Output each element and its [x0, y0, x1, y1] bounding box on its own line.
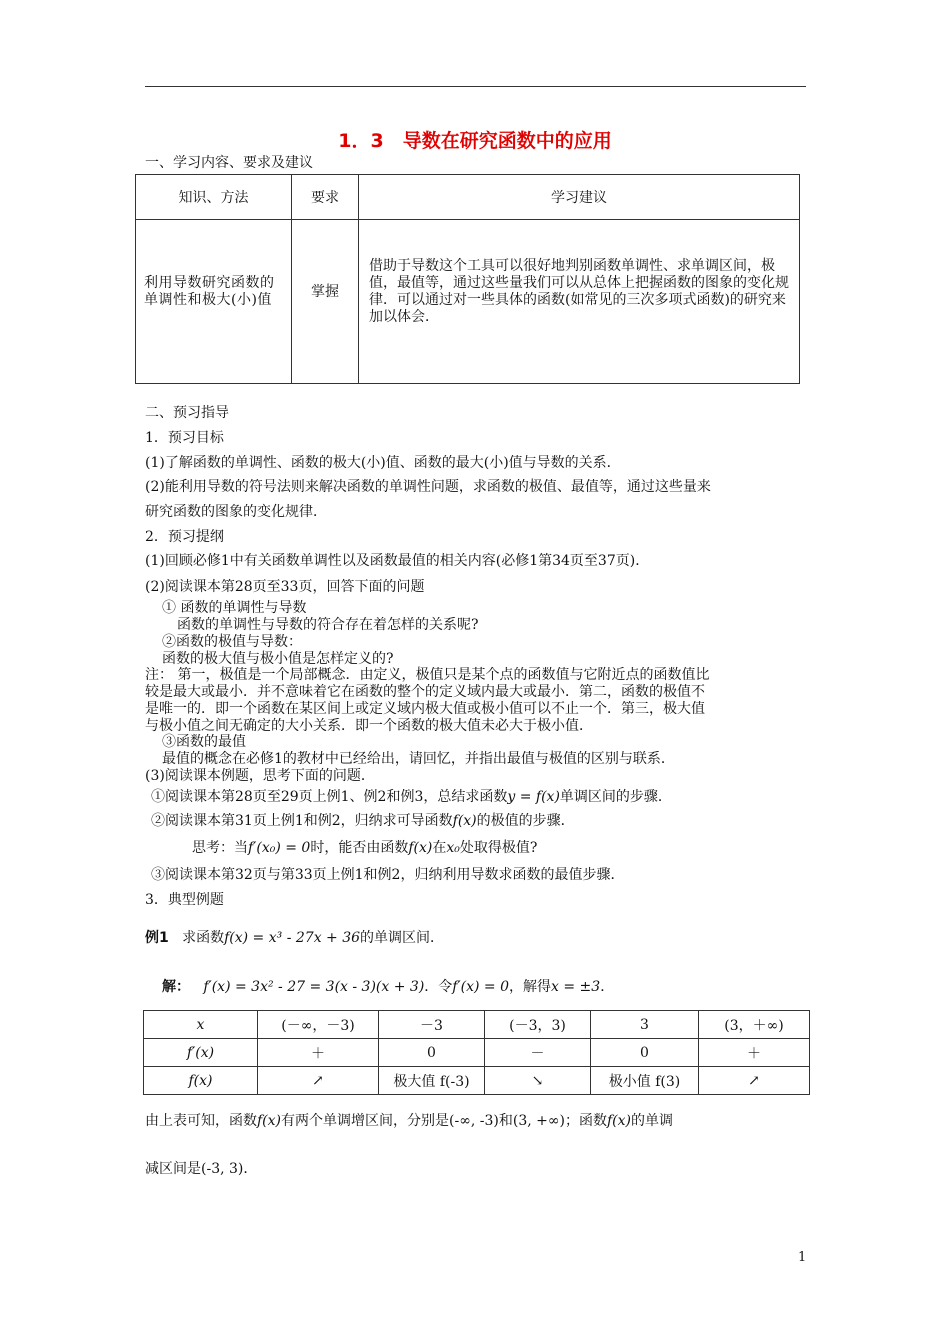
th-point-2: 3	[591, 1011, 699, 1039]
th-interval-2: (－3，3)	[485, 1011, 591, 1039]
conclusion-line-2: 减区间是(-3, 3)．	[145, 1161, 258, 1177]
goal-2a: (2)能利用导数的符号法则来解决函数的单调性问题，求函数的极值、最值等，通过这些量来	[145, 479, 711, 495]
reading-1: ①阅读课本第28页至29页上例1、例2和例3，总结求函数y = f(x)单调区间的步骤．	[151, 789, 672, 805]
think-question: 思考：当f′(x₀) = 0时，能否由函数f(x)在x₀处取得极值?	[192, 840, 538, 856]
example-1-function: f(x) = x³ - 27x + 36	[224, 930, 361, 946]
reading-3: ③阅读课本第32页与第33页上例1和例2，归纳利用导数求函数的最值步骤．	[151, 867, 625, 883]
header-requirement: 要求	[292, 175, 359, 220]
derivative-label: f′(x)	[144, 1039, 258, 1067]
study-requirements-table	[135, 174, 800, 384]
derivative-cell: ＋	[699, 1039, 810, 1067]
outline-title: 2．预习提纲	[145, 529, 224, 545]
local-min-cell: 极小值 f(3)	[591, 1067, 699, 1095]
outline-2: (2)阅读课本第28页至33页，回答下面的问题	[145, 579, 425, 595]
question-3: ③函数的最值	[162, 734, 246, 750]
th-interval-1: (－∞，－3)	[258, 1011, 379, 1039]
goal-title: 1．预习目标	[145, 430, 224, 446]
derivative-cell: 0	[591, 1039, 699, 1067]
th-interval-3: (3，＋∞)	[699, 1011, 810, 1039]
monotonicity-table	[143, 1010, 810, 1095]
decreasing-arrow-icon: ↘	[485, 1067, 591, 1095]
reading-2: ②阅读课本第31页上例1和例2，归纳求可导函数f(x)的极值的步骤．	[151, 813, 575, 829]
reading-1-math: y = f(x)	[507, 789, 560, 805]
header-knowledge: 知识、方法	[136, 175, 292, 220]
page-title: 1．3 导数在研究函数中的应用	[338, 130, 612, 152]
goal-2b: 研究函数的图象的变化规律．	[145, 504, 327, 520]
goal-1: (1)了解函数的单调性、函数的极大(小)值、函数的最大(小)值与导数的关系．	[145, 455, 621, 471]
cell-suggestion: 借助于导数这个工具可以很好地判别函数单调性、求单调区间，极值，最值等，通过这些量我们可以从总体上把握函数的图象的变化规律．可以通过对一些具体的函数(如常见的三次多项式函数)的研究来加以体会．	[359, 220, 800, 384]
question-1: ① 函数的单调性与导数	[162, 600, 307, 616]
note-line-3: 是唯一的．即一个函数在某区间上或定义域内极大值或极小值可以不止一个．第三，极大值	[145, 701, 705, 717]
outline-3: (3)阅读课本例题，思考下面的问题．	[145, 768, 375, 784]
page-number: 1	[798, 1250, 807, 1265]
increasing-arrow-icon: ↗	[699, 1067, 810, 1095]
th-point-1: －3	[379, 1011, 485, 1039]
question-2-sub: 函数的极大值与极小值是怎样定义的?	[162, 651, 394, 667]
example-1-label: 例1	[145, 930, 169, 946]
outline-1: (1)回顾必修1中有关函数单调性以及函数最值的相关内容(必修1第34页至37页)．	[145, 553, 650, 569]
question-2: ②函数的极值与导数：	[162, 634, 302, 650]
th-x: x	[144, 1011, 258, 1039]
section2-heading: 二、预习指导	[145, 405, 229, 421]
examples-title: 3．典型例题	[145, 892, 224, 908]
local-max-cell: 极大值 f(-3)	[379, 1067, 485, 1095]
derivative-cell: －	[485, 1039, 591, 1067]
increasing-arrow-icon: ↗	[258, 1067, 379, 1095]
example-1-solution: 解： f′(x) = 3x² - 27 = 3(x - 3)(x + 3)．令f′(x) = 0，解得x = ±3．	[162, 979, 615, 995]
question-1-sub: 函数的单调性与导数的符合存在着怎样的关系呢?	[177, 617, 479, 633]
note-line-1: 注： 第一，极值是一个局部概念．由定义，极值只是某个点的函数值与它附近点的函数值比	[145, 667, 710, 683]
cell-requirement: 掌握	[292, 220, 359, 384]
section1-heading: 一、学习内容、要求及建议	[145, 155, 313, 171]
derivative-cell: 0	[379, 1039, 485, 1067]
note-line-2: 较是最大或最小．并不意味着它在函数的整个的定义域内最大或最小．第二，函数的极值不	[145, 684, 705, 700]
solution-label: 解：	[162, 979, 190, 995]
note-line-4: 与极小值之间无确定的大小关系．即一个函数的极大值未必大于极小值．	[145, 718, 593, 734]
function-label: f(x)	[144, 1067, 258, 1095]
header-suggestion: 学习建议	[359, 175, 800, 220]
conclusion-line-1: 由上表可知，函数f(x)有两个单调增区间，分别是(-∞, -3)和(3, +∞)；函数f(x)的单调	[145, 1113, 674, 1129]
derivative-cell: ＋	[258, 1039, 379, 1067]
header-rule	[145, 86, 806, 87]
example-1-statement: 例1 求函数f(x) = x³ - 27x + 36的单调区间．	[145, 930, 445, 946]
question-3-sub: 最值的概念在必修1的教材中已经给出，请回忆，并指出最值与极值的区别与联系．	[162, 751, 675, 767]
cell-knowledge: 利用导数研究函数的单调性和极大(小)值	[136, 220, 292, 384]
reading-2-math: f(x)	[452, 813, 477, 829]
